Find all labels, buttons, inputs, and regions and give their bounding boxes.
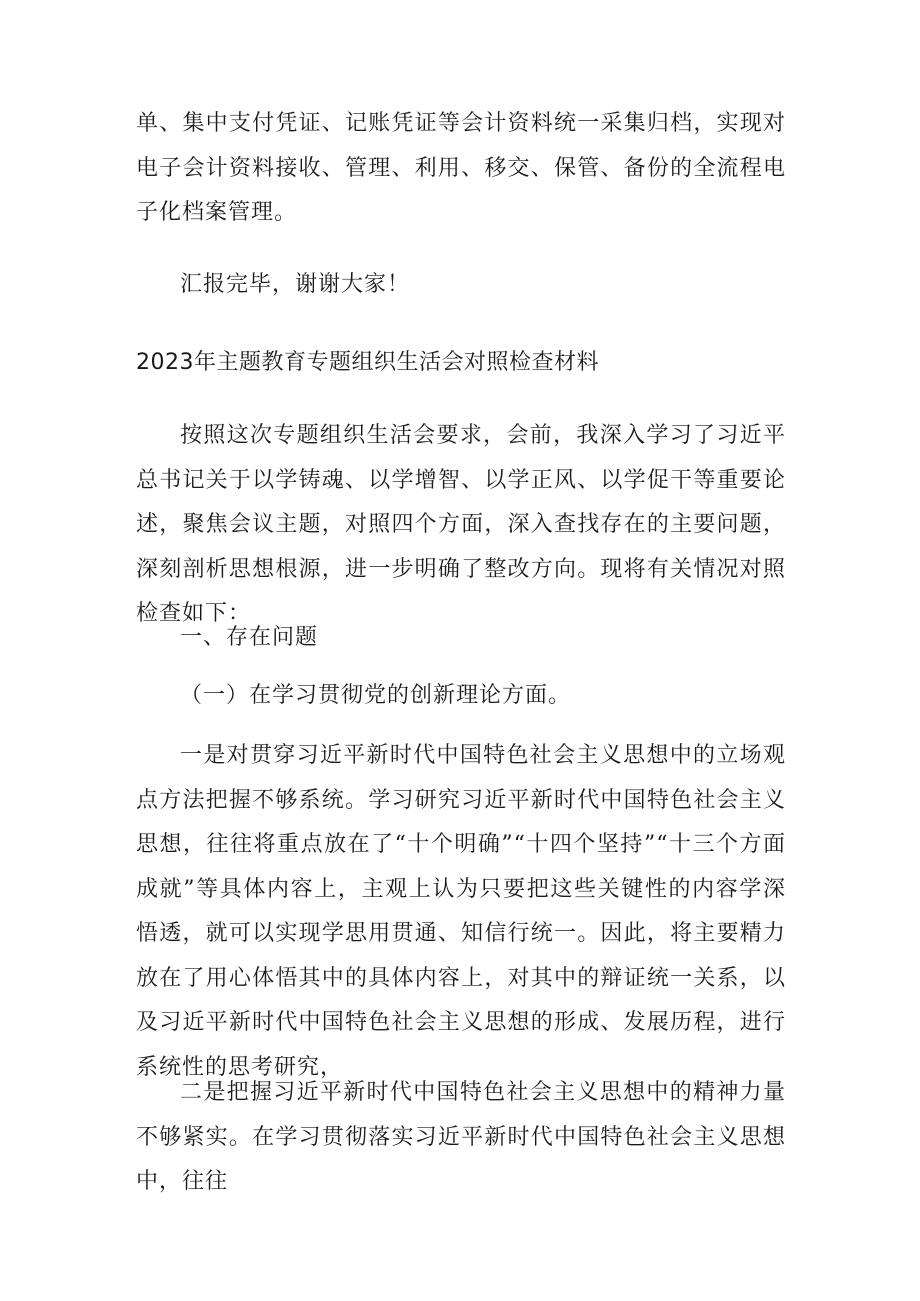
- subheading-theory-study: （一）在学习贯彻党的创新理论方面。: [180, 683, 572, 708]
- heading-existing-problems: 一、存在问题: [180, 625, 319, 650]
- paragraph-point-two: 二是把握习近平新时代中国特色社会主义思想中的精神力量不够紧实。在学习贯彻落实习近平新时代中国特色社会主义思想中，往往: [136, 1080, 786, 1194]
- paragraph-introduction: 按照这次专题组织生活会要求，会前，我深入学习了习近平总书记关于以学铸魂、以学增智、以学正风、以学促干等重要论述，聚焦会议主题，对照四个方面，深入查找存在的主要问题，深刻剖析思想根源，进一步明确了整改方向。现将有关情况对照检查如下：: [136, 423, 786, 626]
- document-title: 2023年主题教育专题组织生活会对照检查材料: [136, 350, 599, 375]
- paragraph-archive-management: 单、集中支付凭证、记账凭证等会计资料统一采集归档，实现对电子会计资料接收、管理、利用、移交、保管、备份的全流程电子化档案管理。: [136, 111, 786, 225]
- paragraph-closing-remark: 汇报完毕，谢谢大家！: [180, 272, 411, 297]
- paragraph-point-one: 一是对贯穿习近平新时代中国特色社会主义思想中的立场观点方法把握不够系统。学习研究习近平新时代中国特色社会主义思想，往往将重点放在了“十个明确”“十四个坚持”“十三个方面成就”等具体内容上，主观上认为只要把这些关键性的内容学深悟透，就可以实现学思用贯通、知信行统一。因此，将主要精力放在了用心体悟其中的具体内容上，对其中的辩证统一关系，以及习近平新时代中国特色社会主义思想的形成、发展历程，进行系统性的思考研究，: [136, 743, 786, 1080]
